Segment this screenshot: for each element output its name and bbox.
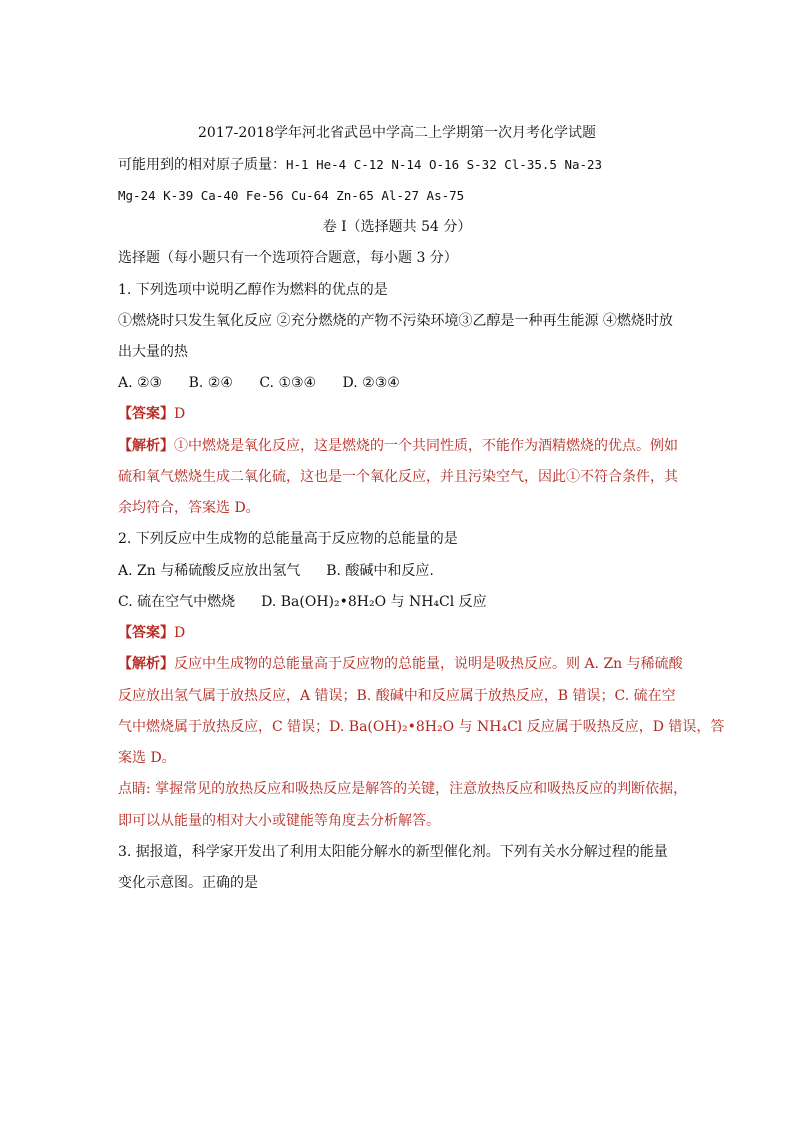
q2-answer-label: 【答案】 — [118, 625, 174, 641]
q2-analysis-1 — [118, 655, 683, 673]
q2-tip-1: 点睛: 掌握常见的放热反应和吸热反应是解答的关键，注意放热反应和吸热反应的判断依据， — [118, 781, 688, 797]
q1-option-a: A. ②③ — [118, 375, 163, 391]
q1-option-d: D. ②③④ — [342, 375, 400, 391]
atomic-mass-values-2: Mg-24 K-39 Ca-40 Fe-56 Cu-64 Zn-65 Al-27 As-75 — [118, 188, 465, 203]
q3-stem-2: 变化示意图。正确的是 — [118, 875, 258, 891]
q2-tip-2: 即可以从能量的相对大小或键能等角度去分析解答。 — [118, 813, 440, 829]
q1-option-b: B. ②④ — [188, 375, 233, 391]
q2-answer — [118, 624, 185, 642]
q1-options — [118, 374, 422, 392]
q1-analysis-text-1: ①中燃烧是氧化反应，这是燃烧的一个共同性质，不能作为酒精燃烧的优点。例如 — [174, 438, 678, 454]
q1-statements-1: ①燃烧时只发生氧化反应 ②充分燃烧的产物不污染环境③乙醇是一种再生能源 ④燃烧时放 — [118, 313, 673, 329]
q2-option-c: C. 硫在空气中燃烧 — [118, 594, 236, 610]
q2-analysis-3: 气中燃烧属于放热反应，C 错误；D. Ba(OH)₂•8H₂O 与 NH₄Cl 反应属于吸热反应，D 错误，答 — [118, 719, 725, 735]
q2-option-d: D. Ba(OH)₂•8H₂O 与 NH₄Cl 反应 — [261, 594, 487, 610]
q1-analysis-label: 【解析】 — [118, 438, 174, 454]
q2-analysis-2: 反应放出氢气属于放热反应，A 错误；B. 酸碱中和反应属于放热反应，B 错误；C. 硫在空 — [118, 688, 676, 704]
section-title: 卷 I（选择题共 54 分） — [322, 219, 472, 235]
q2-option-a: A. Zn 与稀硫酸反应放出氢气 — [118, 563, 301, 579]
q2-answer-value: D — [174, 625, 186, 641]
q2-options-row-2 — [118, 593, 487, 611]
q2-analysis-4: 案选 D。 — [118, 750, 176, 766]
q2-stem: 2. 下列反应中生成物的总能量高于反应物的总能量的是 — [118, 531, 458, 547]
instruction: 选择题（每小题只有一个选项符合题意，每小题 3 分） — [118, 250, 458, 266]
atomic-mass-label: 可能用到的相对原子质量： — [118, 157, 286, 173]
q2-options-row-1 — [118, 562, 434, 580]
q1-option-c: C. ①③④ — [259, 375, 317, 391]
atomic-mass-values-1: H-1 He-4 C-12 N-14 O-16 S-32 Cl-35.5 Na-23 — [286, 157, 603, 172]
q2-analysis-label: 【解析】 — [118, 656, 174, 672]
q1-answer-value: D — [174, 406, 186, 422]
q2-analysis-text-1: 反应中生成物的总能量高于反应物的总能量，说明是吸热反应。则 A. Zn 与稀硫酸 — [174, 656, 683, 672]
q1-answer — [118, 405, 185, 423]
atomic-mass-line-1 — [118, 156, 602, 174]
q1-answer-label: 【答案】 — [118, 406, 174, 422]
q1-statements-2: 出大量的热 — [118, 344, 188, 360]
q3-stem-1: 3. 据报道，科学家开发出了利用太阳能分解水的新型催化剂。下列有关水分解过程的能量 — [118, 844, 668, 860]
q1-analysis-3: 余均符合，答案选 D。 — [118, 500, 260, 516]
page-title: 2017-2018学年河北省武邑中学高二上学期第一次月考化学试题 — [198, 125, 596, 141]
q1-stem: 1. 下列选项中说明乙醇作为燃料的优点的是 — [118, 282, 388, 298]
q1-analysis-1 — [118, 437, 678, 455]
q1-analysis-2: 硫和氧气燃烧生成二氧化硫，这也是一个氧化反应，并且污染空气，因此①不符合条件，其 — [118, 469, 678, 485]
q2-option-b: B. 酸碱中和反应. — [326, 563, 434, 579]
